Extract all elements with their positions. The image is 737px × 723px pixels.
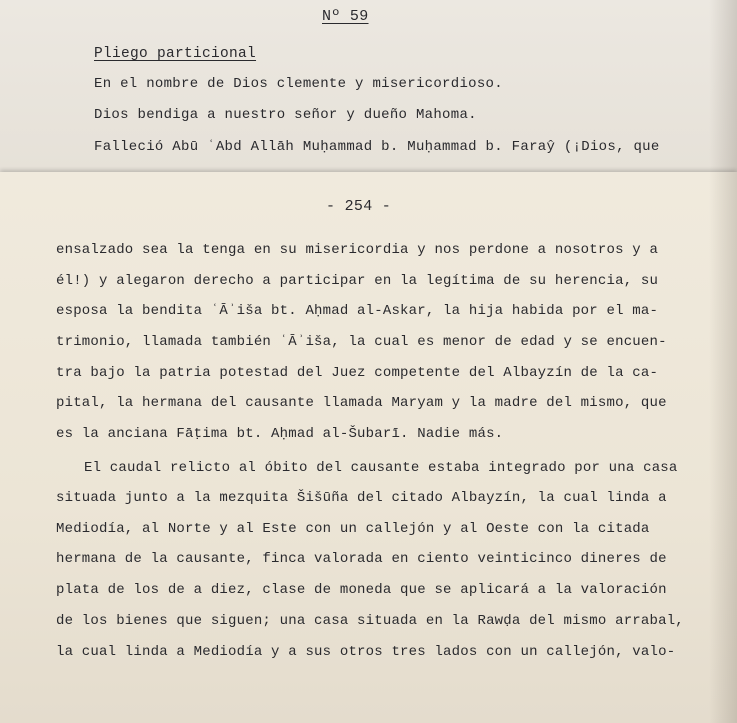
document-heading: Pliego particional — [94, 46, 257, 62]
top-line-3: Falleció Abū ʿAbd Allāh Muḥammad b. Muḥammad b. Faraŷ (¡Dios, que — [94, 139, 660, 155]
body-line-9: situada junto a la mezquita Šišūña del citado Albayzín, la cual linda a — [56, 490, 667, 506]
top-line-1: En el nombre de Dios clemente y misericordioso. — [94, 76, 503, 92]
page-number: - 254 - — [326, 198, 392, 215]
body-line-7: es la anciana Fāṭima bt. Aḥmad al-Šubarī. Nadie más. — [56, 426, 504, 442]
document-number: Nº 59 — [322, 8, 369, 25]
upper-page — [0, 0, 737, 172]
body-line-11: hermana de la causante, finca valorada en ciento veinticinco dineres de — [56, 551, 667, 567]
body-line-6: pital, la hermana del causante llamada Maryam y la madre del mismo, que — [56, 395, 667, 411]
top-line-2: Dios bendiga a nuestro señor y dueño Mahoma. — [94, 107, 477, 123]
body-line-8: El caudal relicto al óbito del causante estaba integrado por una casa — [84, 460, 678, 476]
body-line-2: él!) y alegaron derecho a participar en la legítima de su herencia, su — [56, 273, 659, 289]
body-line-5: tra bajo la patria potestad del Juez competente del Albayzín de la ca- — [56, 365, 659, 381]
lower-page — [0, 172, 737, 723]
body-line-12: plata de los de a diez, clase de moneda que se aplicará a la valoración — [56, 582, 667, 598]
body-line-13: de los bienes que siguen; una casa situada en la Rawḍa del mismo arrabal, — [56, 613, 684, 629]
body-line-4: trimonio, llamada también ʿĀʾiša, la cual es menor de edad y se encuen- — [56, 334, 667, 350]
body-line-10: Mediodía, al Norte y al Este con un callejón y al Oeste con la citada — [56, 521, 650, 537]
body-line-1: ensalzado sea la tenga en su misericordia y nos perdone a nosotros y a — [56, 242, 659, 258]
body-line-3: esposa la bendita ʿĀʾiša bt. Aḥmad al-Askar, la hija habida por el ma- — [56, 303, 659, 319]
body-line-14: la cual linda a Mediodía y a sus otros tres lados con un callejón, valo- — [56, 644, 676, 660]
